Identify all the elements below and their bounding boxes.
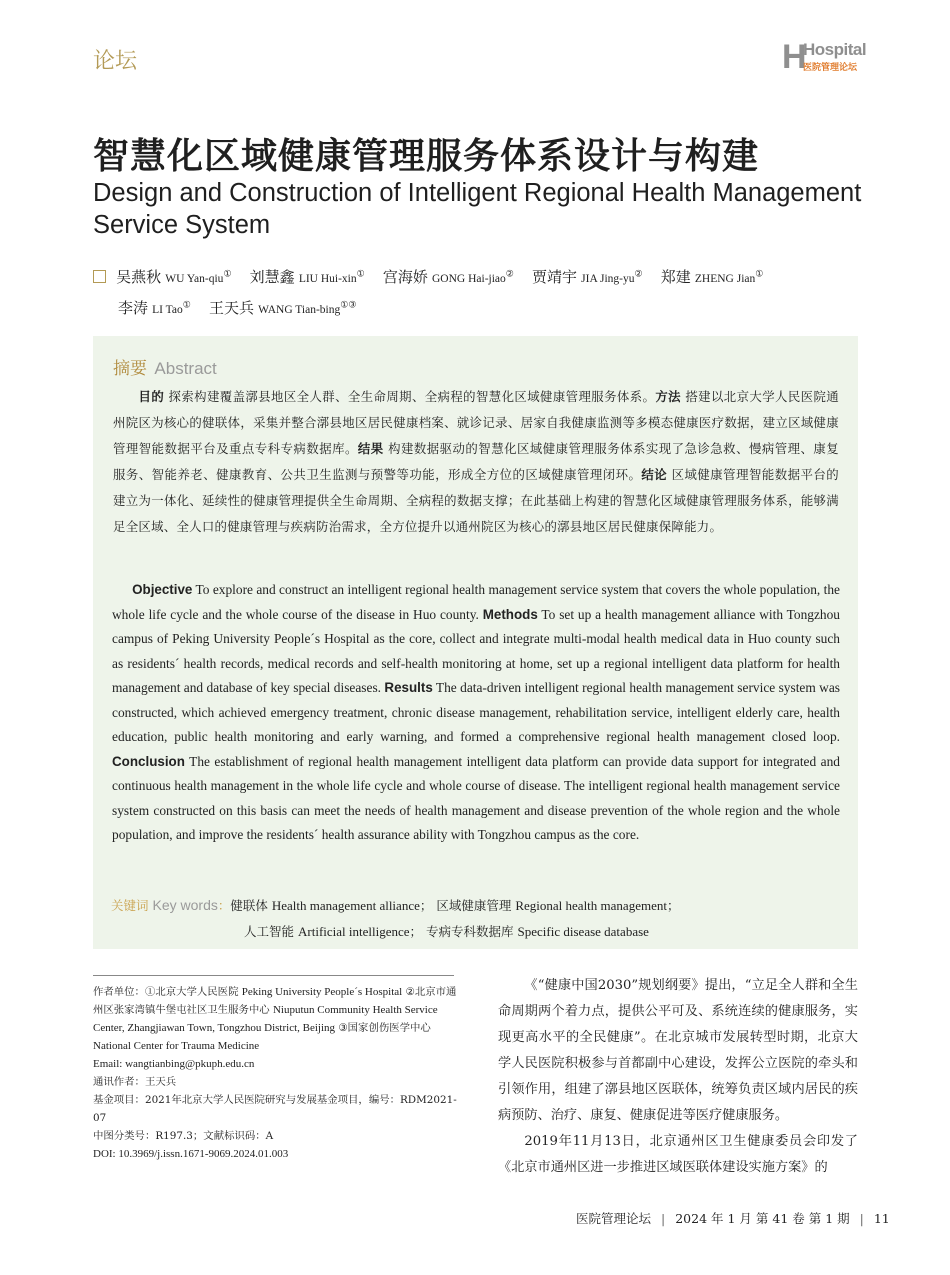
email: Email: wangtianbing@pkuph.edu.cn <box>93 1058 255 1070</box>
section-label: 论坛 <box>93 49 138 74</box>
author-list <box>93 262 873 323</box>
logo-text: Hospital <box>803 40 867 59</box>
logo-h-glyph: H <box>782 38 807 76</box>
title-chinese: 智慧化区域健康管理服务体系设计与构建 <box>93 136 760 177</box>
fund: 基金项目：2021年北京大学人民医院研究与发展基金项目，编号：RDM2021-07 <box>93 1094 457 1124</box>
footer-journal: 医院管理论坛 <box>576 1211 652 1226</box>
author: 李涛 LI Tao① <box>118 298 191 317</box>
body-paragraph: 2019年11月13日，北京通州区卫生健康委员会印发了《北京市通州区进一步推进区域医联体建设实施方案》的 <box>498 1134 858 1175</box>
author: 吴燕秋 WU Yan-qiu① <box>116 268 232 287</box>
abstract-english: Objective To explore and construct an intelligent regional health management service system that covers the whole population, the whole life cycle and the whole course of the disease in Huo county. Methods To set up a health management alliance with Tongzhou campus of Peking University People´s Hospital as the core, collect and integrate multi-modal health medical data in Huo county such as residents´ health records, medical records and self-health monitoring at home, set up a regional intelligent data platform for health management and database of key special diseases. Results The data-driven intelligent regional health management service system was constructed, which achieved emergency treatment, chronic disease management, rehabilitation service, intelligent elderly care, health education, public health monitoring and early warning, and formed a comprehensive regional health management closed loop. Conclusion The establishment of regional health management intelligent data platform can provide data support for integrated and continuous health management in the whole life cycle and whole course of disease. The intelligent regional health management service system constructed on this basis can meet the needs of health management and disease prevention of the whole region and the whole population, and improve the residents´ health assurance ability with Tongzhou campus as the core. <box>112 582 840 842</box>
author-line-2 <box>93 292 873 322</box>
keywords-row-1: 关键词 Key words：健联体 Health management alliance； 区域健康管理 Regional health management； <box>111 897 680 913</box>
abstract-chinese: 目的 探索构建覆盖漷县地区全人群、全生命周期、全病程的智慧化区域健康管理服务体系。方法 搭建以北京大学人民医院通州院区为核心的健联体，采集并整合漷县地区居民健康档案、就诊记录、居家自我健康监测等多模态健康医疗数据，建立区域健康管理智能数据平台及重点专科专病数据库。结果 构建数据驱动的智慧化区域健康管理服务体系实现了急诊急救、慢病管理、康复服务、智能养老、健康教育、公共卫生监测与预警等功能，形成全方位的区域健康管理闭环。结论 区域健康管理智能数据平台的建立为一体化、延续性的健康管理提供全生命周期、全病程的数据支撑；在此基础上构建的智慧化区域健康管理服务体系，能够满足全区域、全人口的健康管理与疾病防治需求，全方位提升以通州院区为核心的漷县地区居民健康保障能力。 <box>113 389 839 534</box>
doi: DOI: 10.3969/j.issn.1671-9069.2024.01.003 <box>93 1148 289 1160</box>
keywords <box>111 892 841 945</box>
author: 王天兵 WANG Tian-bing①③ <box>208 298 357 317</box>
square-bullet-icon <box>93 270 106 283</box>
author: 贾靖宇 JIA Jing-yu② <box>532 268 643 287</box>
page-number: 11 <box>873 1211 890 1226</box>
footer-issue: 2024 年 1 月 第 41 卷 第 1 期 <box>675 1211 850 1226</box>
classification: 中图分类号：R197.3；文献标识码：A <box>93 1130 274 1142</box>
author: 刘慧鑫 LIU Hui-xin① <box>249 268 365 287</box>
logo-subtitle: 医院管理论坛 <box>803 63 858 73</box>
body-text <box>498 973 858 1181</box>
abstract-heading: 摘要 Abstract <box>113 359 217 379</box>
author-line-1 <box>93 262 873 292</box>
footnote-divider <box>93 975 454 976</box>
keywords-label: 关键词 Key words： <box>111 897 231 913</box>
affiliation: 作者单位：①北京大学人民医院 Peking University People´s Hospital ②北京市通州区张家湾镇牛堡屯社区卫生服务中心 Niuputun Community Health Service Center, Zhangjiawan Town, Tongzhou District, Beijing ③国家创伤医学中心 National Center for Trauma Medicine <box>93 986 457 1052</box>
title-english: Design and Construction of Intelligent Regional Health Management Service System <box>93 179 862 239</box>
author: 宫海娇 GONG Hai-jiao② <box>382 268 514 287</box>
abstract-box <box>93 336 858 949</box>
author: 郑建 ZHENG Jian① <box>660 268 764 287</box>
keywords-row-2: 人工智能 Artificial intelligence； 专病专科数据库 Specific disease database <box>244 924 649 939</box>
footnotes <box>93 983 463 1163</box>
page-footer: 医院管理论坛 | 2024 年 1 月 第 41 卷 第 1 期 | 11 <box>576 1211 890 1226</box>
body-paragraph: 《“健康中国2030”规划纲要》提出，“立足全人群和全生命周期两个着力点，提供公平可及、系统连续的健康服务，实现更高水平的全民健康”。在北京城市发展转型时期，北京大学人民医院积极参与首都副中心建设，发挥公立医院的牵头和引领作用，组建了漷县地区医联体，统筹负责区域内居民的疾病预防、治疗、康复、健康促进等医疗健康服务。 <box>498 978 858 1123</box>
corresponding-author: 通讯作者：王天兵 <box>93 1076 177 1088</box>
journal-logo <box>782 38 867 76</box>
